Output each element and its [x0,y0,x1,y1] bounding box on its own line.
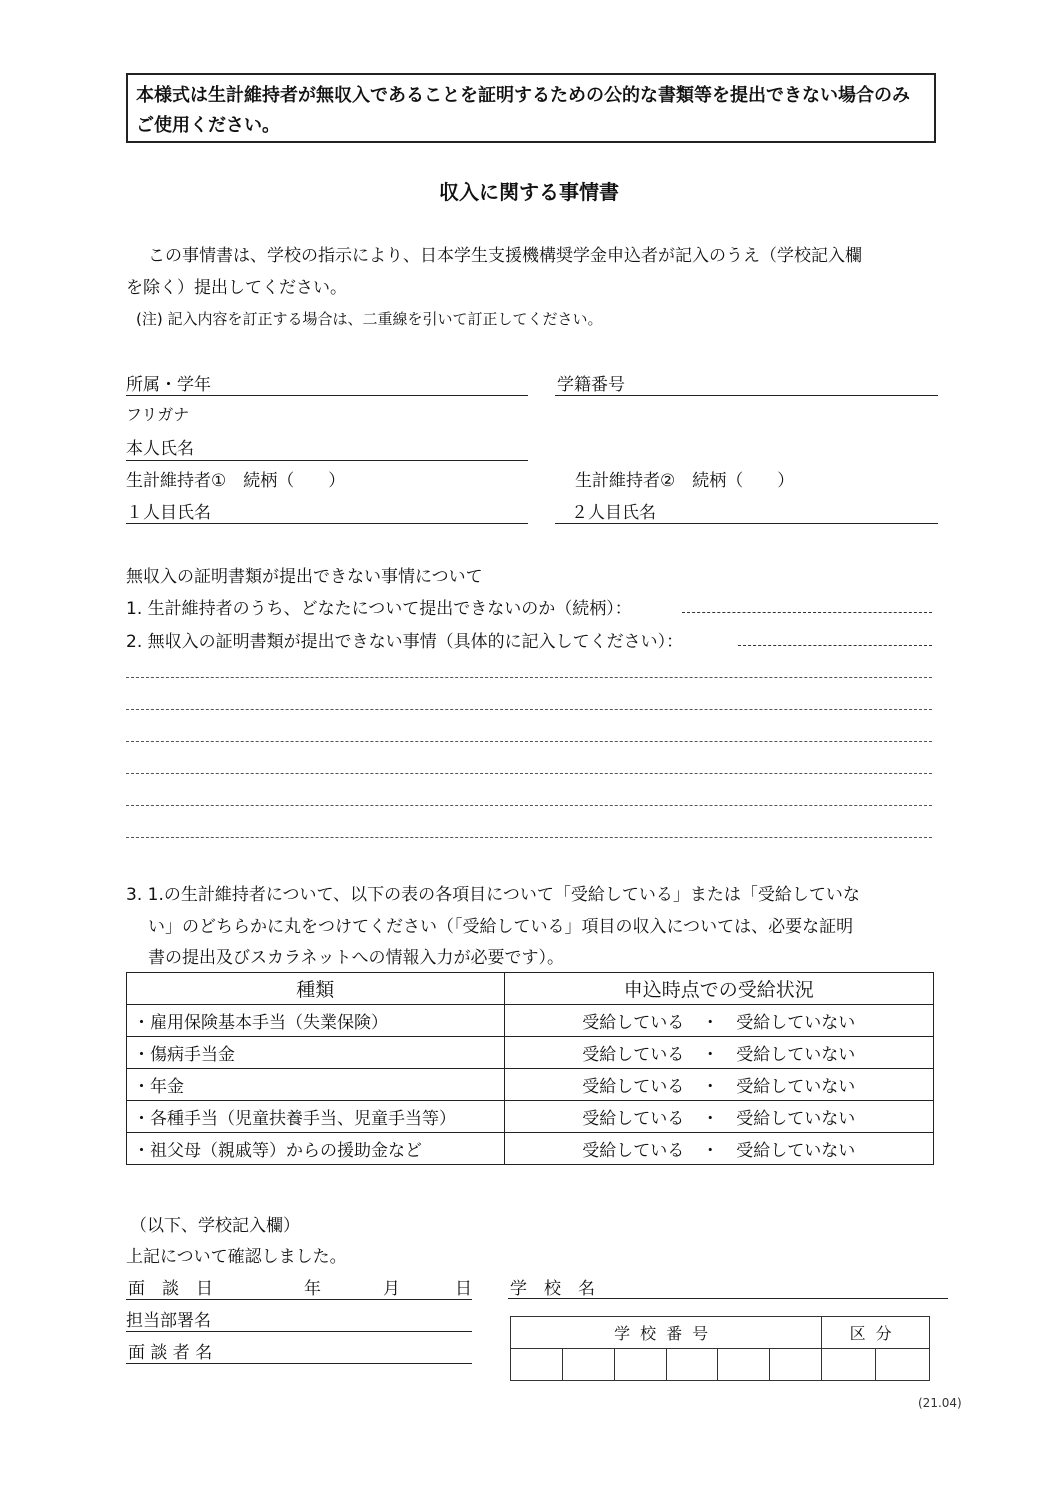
name-field[interactable] [126,460,528,461]
student-id-label: 学籍番号 [557,375,625,395]
school-number-digit[interactable] [666,1349,718,1381]
school-number-digit[interactable] [562,1349,614,1381]
column-header-status: 申込時点での受給状況 [504,973,933,1005]
page-title: 収入に関する事情書 [439,180,619,204]
year-label: 年 [304,1279,321,1299]
department-label: 担当部署名 [126,1311,211,1331]
status-cell [504,1069,933,1101]
affiliation-field[interactable] [126,395,528,396]
answer-line[interactable] [126,709,932,710]
question-2-answer-line[interactable] [738,645,932,646]
column-header-type: 種類 [127,973,505,1005]
option-receiving[interactable]: 受給している [582,1077,685,1097]
table-row [127,1037,934,1069]
option-separator: ・ [701,1109,719,1129]
option-receiving[interactable]: 受給している [582,1141,685,1161]
table-row [127,1005,934,1037]
status-cell [504,1101,933,1133]
option-receiving[interactable]: 受給している [582,1045,685,1065]
correction-note: (注) 記入内容を訂正する場合は、二重線を引いて訂正してください。 [136,310,603,328]
option-receiving[interactable]: 受給している [582,1013,685,1033]
supporter2-name-label: ２人目氏名 [571,503,656,523]
option-not-receiving[interactable]: 受給していない [736,1045,856,1065]
status-cell [504,1133,933,1165]
day-label: 日 [455,1279,472,1299]
table-row [127,1101,934,1133]
option-separator: ・ [701,1045,719,1065]
intro-text-1: この事情書は、学校の指示により、日本学生支援機構奨学金申込者が記入のうえ（学校記入欄 [148,246,862,266]
benefit-type: ・各種手当（児童扶養手当、児童手当等） [127,1101,505,1133]
supporter1-label: 生計維持者① 続柄（ ） [126,471,346,491]
answer-line[interactable] [126,837,932,838]
option-not-receiving[interactable]: 受給していない [736,1013,856,1033]
name-label: 本人氏名 [126,439,194,459]
school-number-digit[interactable] [770,1349,822,1381]
answer-line[interactable] [126,773,932,774]
option-receiving[interactable]: 受給している [582,1109,685,1129]
school-name-label: 学 校 名 [510,1279,595,1299]
supporter1-name-field[interactable] [126,523,528,524]
status-cell [504,1037,933,1069]
option-not-receiving[interactable]: 受給していない [736,1109,856,1129]
answer-line[interactable] [126,805,932,806]
benefit-status-table [126,972,934,1165]
option-not-receiving[interactable]: 受給していない [736,1077,856,1097]
option-separator: ・ [701,1141,719,1161]
supporter2-label: 生計維持者② 続柄（ ） [575,471,795,491]
section-heading: 無収入の証明書類が提出できない事情について [126,567,483,587]
benefit-type: ・傷病手当金 [127,1037,505,1069]
school-number-digit[interactable] [614,1349,666,1381]
department-field[interactable] [126,1331,472,1332]
student-id-field[interactable] [555,395,938,396]
question-3-line-1: 3. 1.の生計維持者について、以下の表の各項目について「受給している」または「受給していな [126,885,860,905]
option-separator: ・ [701,1013,719,1033]
interview-date-label: 面 談 日 [128,1279,213,1299]
category-digit[interactable] [822,1349,876,1381]
supporter1-name-label: １人目氏名 [126,503,211,523]
school-name-field[interactable] [508,1298,948,1299]
interviewer-field[interactable] [126,1363,472,1364]
category-header: 区分 [822,1317,930,1349]
month-label: 月 [383,1279,400,1299]
answer-line[interactable] [126,741,932,742]
question-2: 2. 無収入の証明書類が提出できない事情（具体的に記入してください）： [126,632,684,652]
school-number-table [510,1316,930,1381]
status-cell [504,1005,933,1037]
option-not-receiving[interactable]: 受給していない [736,1141,856,1161]
form-version: (21.04) [918,1396,962,1410]
answer-line[interactable] [126,677,932,678]
school-section-label: （以下、学校記入欄） [130,1216,300,1236]
furigana-label: フリガナ [126,405,190,424]
school-number-digit[interactable] [511,1349,563,1381]
question-3-line-2: い」のどちらかに丸をつけてください（「受給している」項目の収入については、必要な証明 [148,917,854,937]
benefit-type: ・年金 [127,1069,505,1101]
intro-text-2: を除く）提出してください。 [126,278,347,298]
school-number-digit[interactable] [718,1349,770,1381]
benefit-type: ・祖父母（親戚等）からの援助金など [127,1133,505,1165]
confirmation-text: 上記について確認しました。 [126,1247,347,1267]
school-number-header: 学校番号 [511,1317,822,1349]
table-row [127,1069,934,1101]
supporter2-name-field[interactable] [555,523,938,524]
interviewer-label: 面 談 者 名 [128,1343,213,1363]
question-1-answer-line[interactable] [682,612,932,613]
category-digit[interactable] [876,1349,930,1381]
question-1: 1. 生計維持者のうち、どなたについて提出できないのか（続柄）： [126,599,632,619]
notice-box: 本様式は生計維持者が無収入であることを証明するための公的な書類等を提出できない場合のみご使用ください。 [126,73,936,143]
benefit-type: ・雇用保険基本手当（失業保険） [127,1005,505,1037]
table-row [127,1133,934,1165]
question-3-line-3: 書の提出及びスカラネットへの情報入力が必要です）。 [148,948,564,968]
interview-date-field[interactable] [126,1299,472,1300]
option-separator: ・ [701,1077,719,1097]
affiliation-label: 所属・学年 [126,375,211,395]
